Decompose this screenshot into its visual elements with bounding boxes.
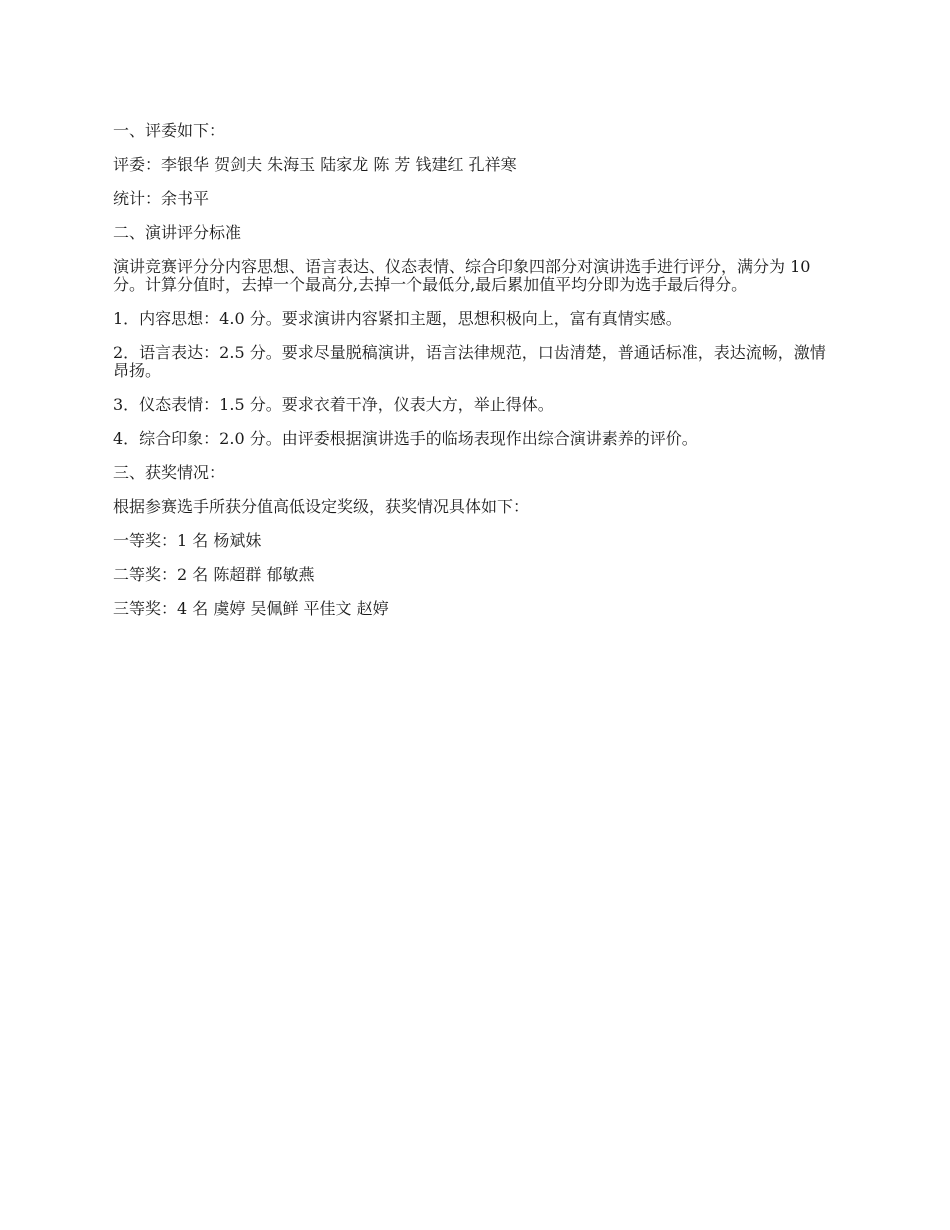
- criterion-language: 2．语言表达：2.5 分。要求尽量脱稿演讲，语言法律规范，口齿清楚，普通话标准，表达流畅，激情昂扬。: [113, 343, 826, 380]
- award-third-prize: 三等奖：4 名 虞婷 吴佩鲜 平佳文 赵婷: [113, 599, 389, 618]
- awards-intro: 根据参赛选手所获分值高低设定奖级，获奖情况具体如下：: [113, 497, 530, 516]
- criterion-overall: 4．综合印象：2.0 分。由评委根据演讲选手的临场表现作出综合演讲素养的评价。: [113, 429, 698, 448]
- criteria-intro: 演讲竞赛评分分内容思想、语言表达、仪态表情、综合印象四部分对演讲选手进行评分，满分为 10 分。计算分值时，去掉一个最高分,去掉一个最低分,最后累加值平均分即为选手最后得分。: [113, 257, 811, 294]
- section-heading-awards: 三、获奖情况：: [113, 463, 226, 482]
- section-heading-judges: 一、评委如下：: [113, 121, 226, 140]
- criterion-content: 1．内容思想：4.0 分。要求演讲内容紧扣主题，思想积极向上，富有真情实感。: [113, 309, 682, 328]
- section-heading-criteria: 二、演讲评分标准: [113, 223, 242, 242]
- statistician: 统计：余书平: [113, 189, 210, 208]
- criterion-demeanor: 3．仪态表情：1.5 分。要求衣着干净，仪表大方，举止得体。: [113, 395, 554, 414]
- award-first-prize: 一等奖：1 名 杨斌妹: [113, 531, 262, 550]
- award-second-prize: 二等奖：2 名 陈超群 郁敏燕: [113, 565, 315, 584]
- judges-list: 评委：李银华 贺剑夫 朱海玉 陆家龙 陈 芳 钱建红 孔祥寒: [113, 155, 517, 174]
- document-page: [113, 122, 840, 634]
